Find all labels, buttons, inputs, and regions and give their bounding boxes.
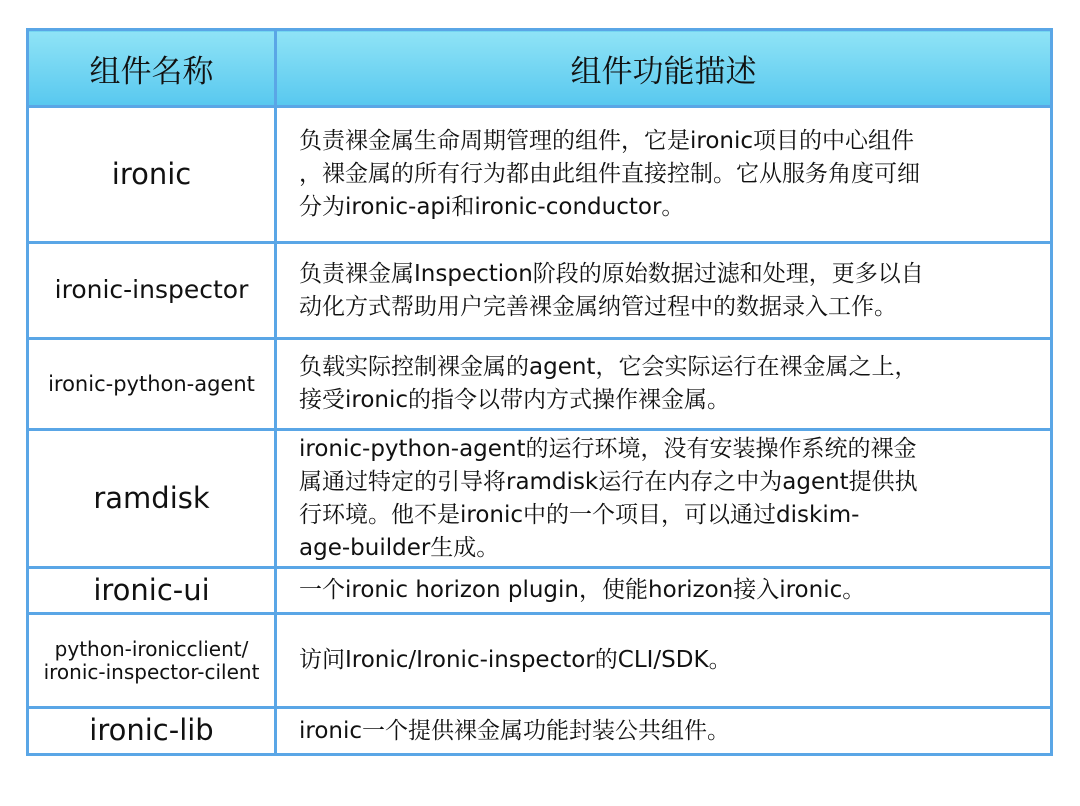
component-description — [276, 339, 1052, 430]
component-name: ironic-ui — [28, 568, 276, 614]
header-component-name: 组件名称 — [28, 30, 276, 107]
description-line: 访问Ironic/Ironic-inspector的CLI/SDK。 — [299, 647, 732, 673]
component-table — [26, 28, 1053, 756]
header-component-description: 组件功能描述 — [276, 30, 1052, 107]
component-description — [276, 430, 1052, 568]
component-description — [276, 107, 1052, 243]
description-line: 行环境。他不是ironic中的一个项目，可以通过diskim- — [299, 501, 860, 528]
description-line: ，裸金属的所有行为都由此组件直接控制。它从服务角度可细 — [299, 161, 920, 187]
description-line: 分为ironic-api和ironic-conductor。 — [299, 194, 685, 220]
table-row — [28, 243, 1052, 339]
description-line: 动化方式帮助用户完善裸金属纳管过程中的数据录入工作。 — [299, 293, 897, 320]
component-description — [276, 708, 1052, 755]
table-header-row — [28, 30, 1052, 107]
description-line: ironic一个提供裸金属功能封装公共组件。 — [299, 717, 731, 744]
table-row — [28, 107, 1052, 243]
description-line: 接受ironic的指令以带内方式操作裸金属。 — [299, 387, 731, 413]
component-name: ironic-python-agent — [28, 339, 276, 430]
description-line: 负载实际控制裸金属的agent，它会实际运行在裸金属之上， — [299, 354, 918, 380]
table-row — [28, 614, 1052, 708]
table-row — [28, 708, 1052, 755]
description-line: 负责裸金属生命周期管理的组件，它是ironic项目的中心组件 — [299, 128, 915, 154]
component-description — [276, 614, 1052, 708]
component-name-line: python-ironicclient/ — [54, 636, 249, 661]
component-name: ironic-inspector — [28, 243, 276, 339]
component-name: ramdisk — [28, 430, 276, 568]
description-line: 一个ironic horizon plugin，使能horizon接入ironic。 — [299, 577, 866, 603]
component-name: ironic-lib — [28, 708, 276, 755]
component-description — [276, 243, 1052, 339]
table-row — [28, 568, 1052, 614]
component-description — [276, 568, 1052, 614]
component-table-container — [26, 28, 1050, 756]
table-row — [28, 339, 1052, 430]
description-line: ironic-python-agent的运行环境，没有安装操作系统的裸金 — [299, 435, 917, 462]
description-line: 负责裸金属Inspection阶段的原始数据过滤和处理，更多以自 — [299, 260, 924, 287]
component-name-line: ironic-inspector-cilent — [43, 659, 260, 684]
table-row — [28, 430, 1052, 568]
description-line: 属通过特定的引导将ramdisk运行在内存之中为agent提供执 — [299, 468, 918, 495]
description-line: age-builder生成。 — [299, 534, 500, 561]
component-name — [28, 614, 276, 708]
component-name: ironic — [28, 107, 276, 243]
